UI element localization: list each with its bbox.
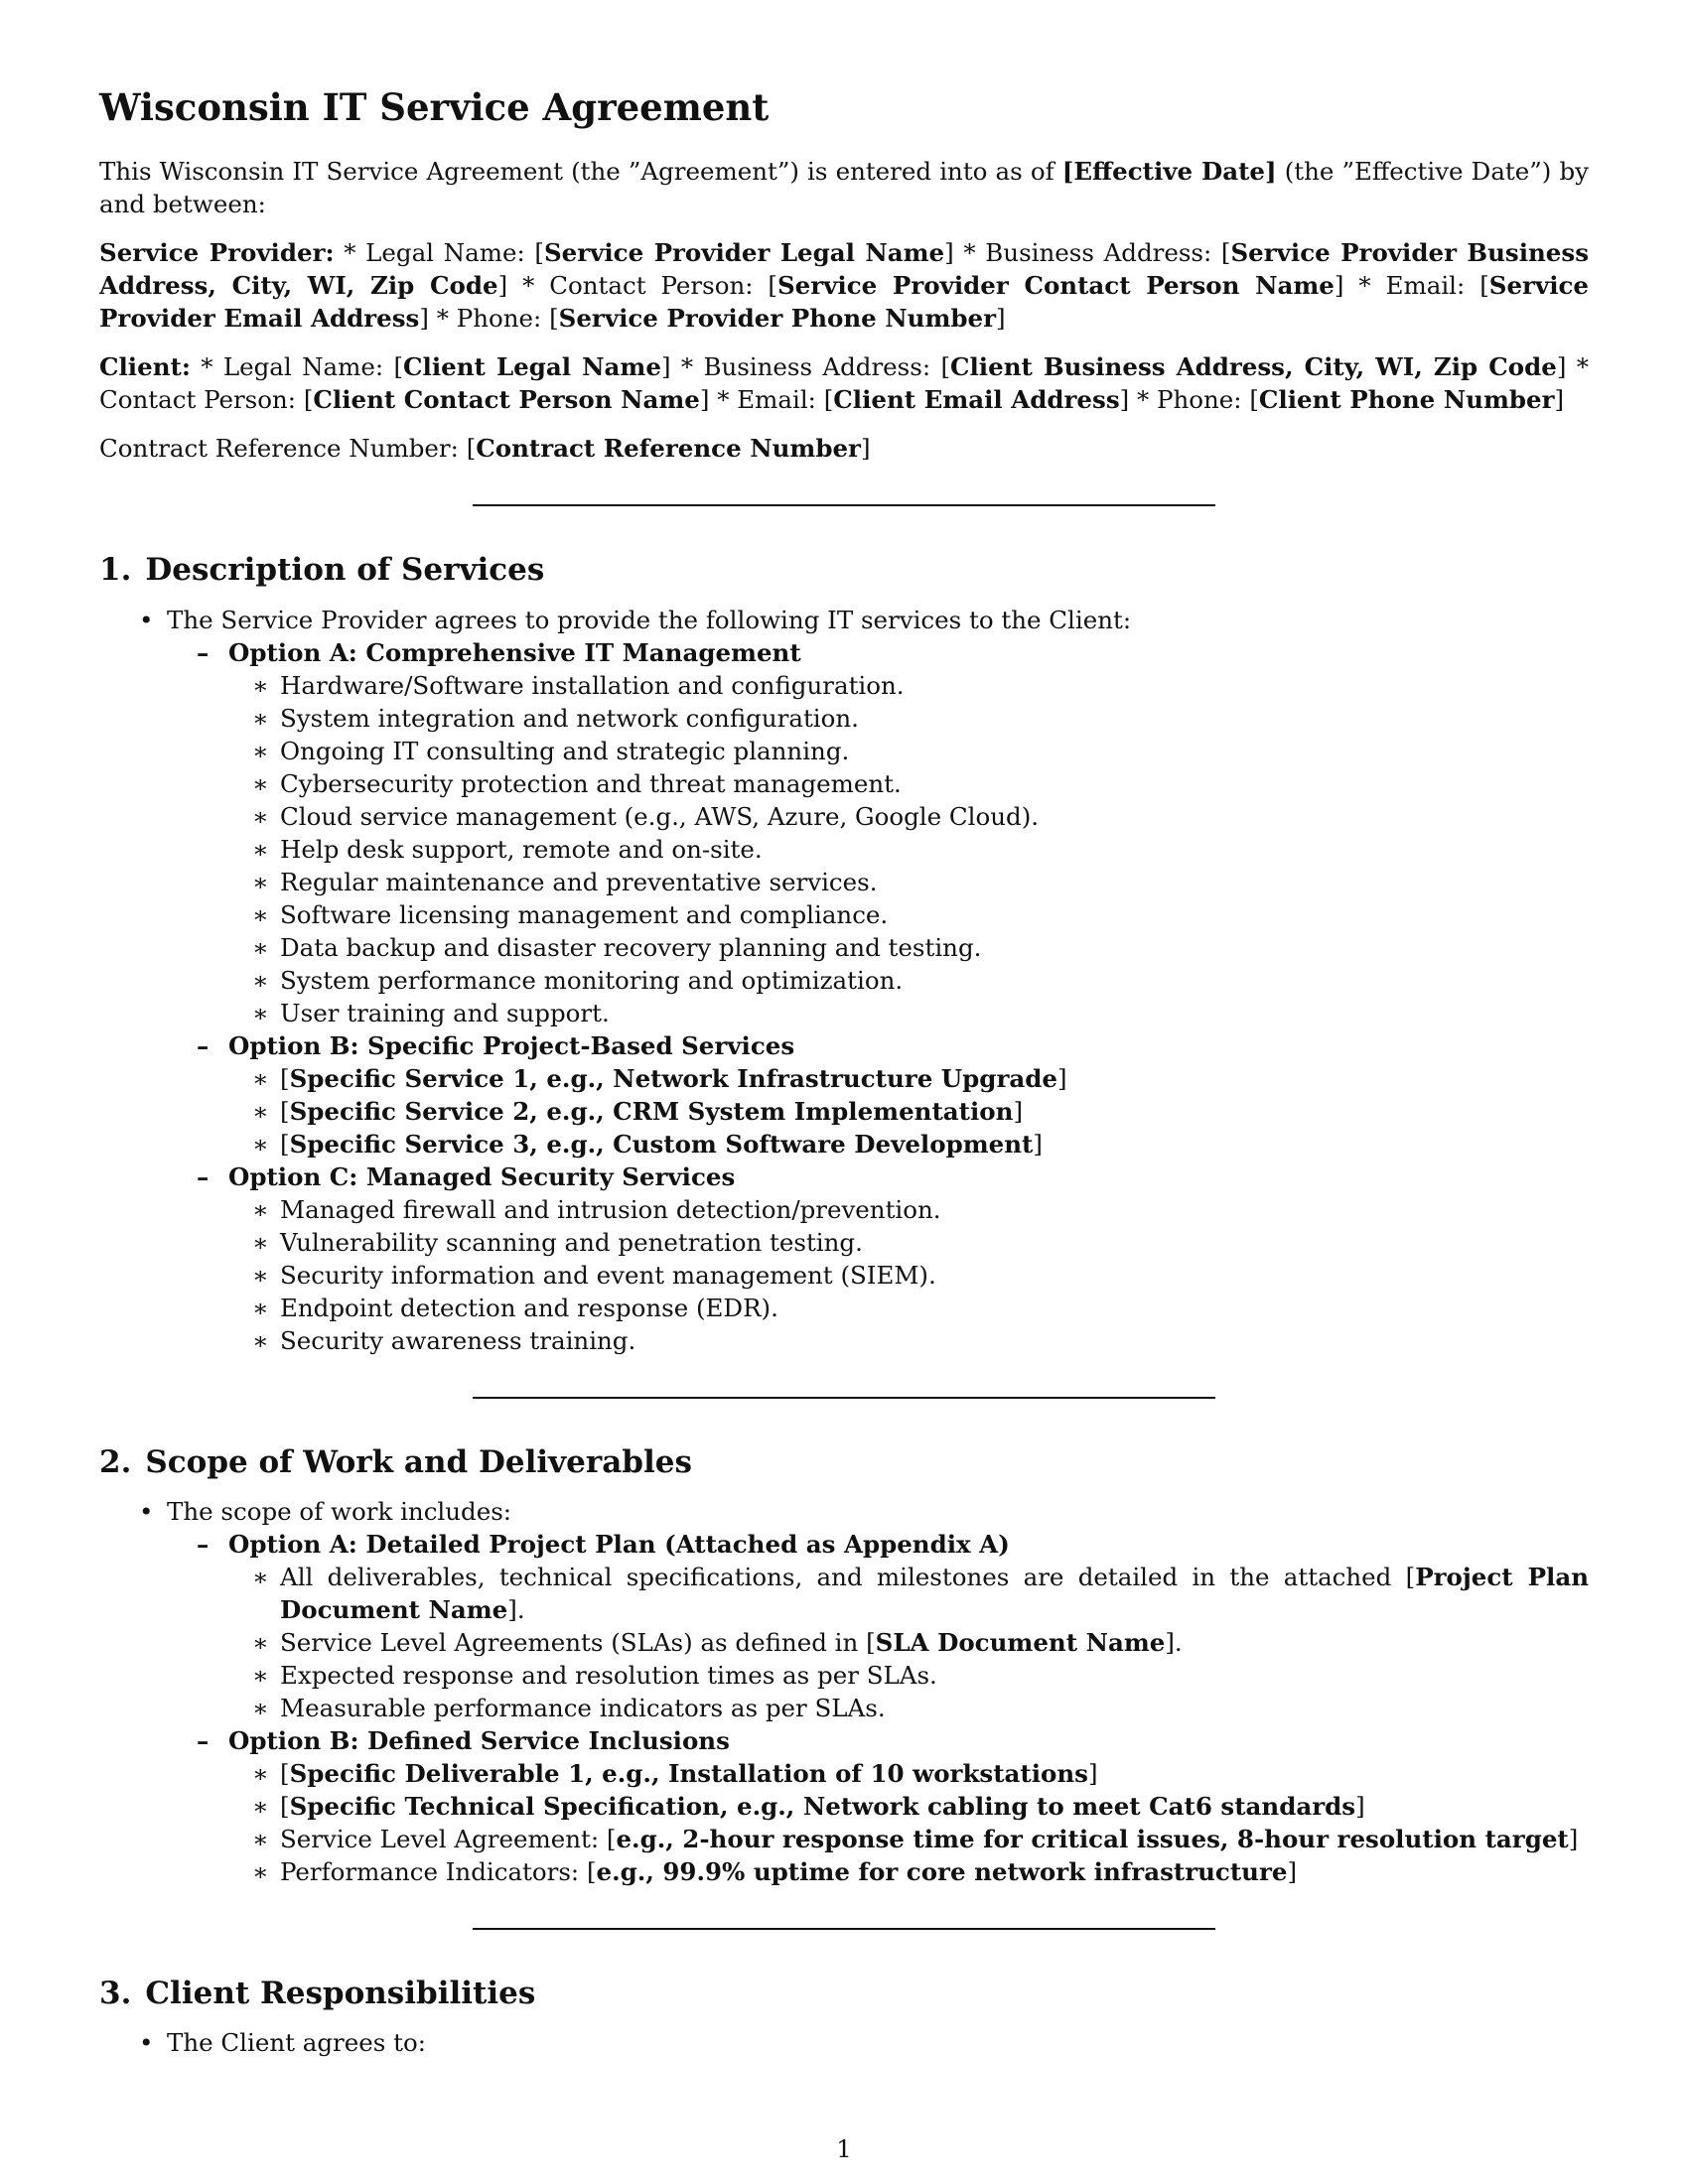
divider bbox=[473, 1928, 1215, 1930]
provider-phone-label: * Phone: bbox=[428, 304, 550, 334]
intro-text-end: (the ”Effective Date”) by and between: bbox=[99, 157, 1589, 219]
option-b-label: Option B: Specific Project-Based Services bbox=[228, 1030, 795, 1060]
option-a-label: Option A: Comprehensive IT Management bbox=[228, 637, 801, 667]
list-item: ∗ System integration and network configuration. bbox=[280, 702, 1589, 735]
option-b bbox=[228, 1029, 1589, 1160]
client-phone-label: * Phone: bbox=[1129, 385, 1250, 415]
specific-service-1: Specific Service 1, e.g., Network Infrastructure Upgrade bbox=[289, 1063, 1057, 1093]
list-item: ∗ Managed firewall and intrusion detection/prevention. bbox=[280, 1193, 1589, 1226]
intro-paragraph bbox=[99, 155, 1589, 220]
section-1-title: Description of Services bbox=[145, 552, 545, 589]
list-item: ∗ Security awareness training. bbox=[280, 1324, 1589, 1357]
specific-service-2: Specific Service 2, e.g., CRM System Implementation bbox=[289, 1096, 1014, 1126]
option-b-items bbox=[228, 1062, 1589, 1160]
punct: ]. bbox=[507, 1594, 525, 1624]
client-contact-label: * Contact Person: bbox=[99, 352, 1589, 415]
section-3-heading bbox=[99, 1976, 1589, 2012]
list-item: ∗ Help desk support, remote and on-site. bbox=[280, 833, 1589, 866]
specific-deliverable-1: Specific Deliverable 1, e.g., Installation of 10 workstations bbox=[289, 1758, 1088, 1788]
list-item: ∗ Ongoing IT consulting and strategic planning. bbox=[280, 735, 1589, 767]
option-b-items bbox=[228, 1757, 1589, 1888]
service-provider-block: Service Provider: * Legal Name: [Service Provider Legal Name] * Business Address: [Service Provider Business Address, City, WI, Zip Code] * Contact Person: [Service Provider Contact Person Name] * Email: [Service Provider Email Address] * Phone: [Service Provider Phone Number] bbox=[99, 238, 1590, 334]
provider-address: Service Provider Business Address, City, WI, Zip Code bbox=[99, 238, 1589, 301]
list-item: ∗ User training and support. bbox=[280, 997, 1589, 1029]
client-legal-label: * Legal Name: bbox=[190, 352, 394, 382]
list-item: ∗ System performance monitoring and optimization. bbox=[280, 964, 1589, 997]
document-title: Wisconsin IT Service Agreement bbox=[99, 85, 770, 129]
list-item: ∗ [Specific Service 3, e.g., Custom Software Development] bbox=[280, 1128, 1589, 1160]
provider-phone: Service Provider Phone Number bbox=[558, 304, 997, 334]
specific-service-3: Specific Service 3, e.g., Custom Software Development bbox=[289, 1129, 1034, 1159]
option-a bbox=[228, 636, 1589, 1029]
section-1-lead: The Service Provider agrees to provide the following IT services to the Client: bbox=[167, 605, 1132, 634]
option-a-label: Option A: Detailed Project Plan (Attached as Appendix A) bbox=[228, 1529, 1010, 1559]
option-a-items bbox=[228, 1561, 1589, 1724]
divider bbox=[473, 1397, 1215, 1399]
section-2-lead: The scope of work includes: bbox=[167, 1496, 512, 1526]
client-phone: Client Phone Number bbox=[1258, 385, 1555, 415]
sla-example: e.g., 2-hour response time for critical issues, 8-hour resolution target bbox=[616, 1824, 1569, 1853]
section-3-title: Client Responsibilities bbox=[145, 1975, 536, 2011]
list-item: ∗ [Specific Service 2, e.g., CRM System Implementation] bbox=[280, 1095, 1589, 1128]
client-email: Client Email Address bbox=[833, 385, 1120, 415]
list-item: ∗ Security information and event management (SIEM). bbox=[280, 1259, 1589, 1292]
section-1-list bbox=[99, 604, 1589, 1357]
provider-legal-label: * Legal Name: bbox=[334, 238, 535, 268]
intro-text: This Wisconsin IT Service Agreement (the ”Agreement”) is entered into as of bbox=[99, 157, 1062, 187]
section-3-number: 3. bbox=[99, 1975, 132, 2011]
divider bbox=[473, 504, 1215, 506]
client-email-label: * Email: bbox=[709, 385, 824, 415]
provider-email: Service Provider Email Address bbox=[99, 271, 1590, 334]
page-number: 1 bbox=[836, 2134, 852, 2163]
sla-text: Service Level Agreements (SLAs) as defined in [ bbox=[280, 1627, 876, 1657]
option-c-label: Option C: Managed Security Services bbox=[228, 1161, 736, 1191]
list-item: ∗ Regular maintenance and preventative services. bbox=[280, 866, 1589, 898]
client-address: Client Business Address, City, WI, Zip Code bbox=[950, 352, 1557, 382]
list-item: ∗ Service Level Agreement: [e.g., 2-hour response time for critical issues, 8-hour resolution target] bbox=[280, 1823, 1589, 1855]
list-item: ∗ Data backup and disaster recovery planning and testing. bbox=[280, 931, 1589, 964]
list-item: ∗ [Specific Technical Specification, e.g., Network cabling to meet Cat6 standards] bbox=[280, 1790, 1589, 1823]
option-b bbox=[228, 1724, 1589, 1888]
performance-example: e.g., 99.9% uptime for core network infrastructure bbox=[596, 1856, 1288, 1886]
list-item: ∗ Hardware/Software installation and configuration. bbox=[280, 669, 1589, 702]
list-item: ∗ Cybersecurity protection and threat management. bbox=[280, 767, 1589, 800]
effective-date-placeholder: [Effective Date] bbox=[1061, 157, 1277, 187]
list-item bbox=[280, 1561, 1589, 1626]
section-1-heading bbox=[99, 552, 1589, 589]
list-item: • The Client agrees to: bbox=[167, 2026, 1589, 2059]
punct: ]. bbox=[1165, 1627, 1183, 1657]
list-item: ∗ Expected response and resolution times as per SLAs. bbox=[280, 1659, 1589, 1692]
section-3-list bbox=[99, 2026, 1589, 2059]
contract-ref-value: Contract Reference Number bbox=[476, 434, 861, 464]
provider-label: Service Provider: bbox=[99, 238, 335, 268]
list-item: ∗ [Specific Deliverable 1, e.g., Installation of 10 workstations] bbox=[280, 1757, 1589, 1790]
provider-address-label: * Business Address: bbox=[953, 238, 1221, 268]
project-plan-document-name: Project Plan Document Name bbox=[280, 1562, 1590, 1624]
contract-ref-label: Contract Reference Number: bbox=[99, 434, 467, 464]
list-item bbox=[167, 1495, 1589, 1888]
section-2-heading bbox=[99, 1444, 1589, 1481]
list-item: ∗ Software licensing management and compliance. bbox=[280, 898, 1589, 931]
sla-label: Service Level Agreement: [ bbox=[280, 1824, 617, 1853]
contract-reference: Contract Reference Number: [Contract Reference Number] bbox=[99, 434, 871, 464]
option-a bbox=[228, 1528, 1589, 1724]
list-item: ∗ Measurable performance indicators as per SLAs. bbox=[280, 1692, 1589, 1724]
performance-label: Performance Indicators: [ bbox=[280, 1856, 597, 1886]
list-item: ∗ Vulnerability scanning and penetration testing. bbox=[280, 1226, 1589, 1259]
client-legal-name: Client Legal Name bbox=[403, 352, 661, 382]
list-item bbox=[167, 604, 1589, 1357]
option-c bbox=[228, 1160, 1589, 1357]
section-1-options bbox=[167, 636, 1589, 1357]
section-2-number: 2. bbox=[99, 1443, 132, 1480]
option-b-label: Option B: Defined Service Inclusions bbox=[228, 1725, 730, 1755]
section-1-number: 1. bbox=[99, 552, 132, 589]
section-2-title: Scope of Work and Deliverables bbox=[145, 1443, 692, 1480]
list-item: ∗ [Specific Service 1, e.g., Network Infrastructure Upgrade] bbox=[280, 1062, 1589, 1095]
client-contact: Client Contact Person Name bbox=[313, 385, 700, 415]
section-2-options bbox=[167, 1528, 1589, 1888]
list-item: ∗ Performance Indicators: [e.g., 99.9% uptime for core network infrastructure] bbox=[280, 1855, 1589, 1888]
list-item bbox=[280, 1626, 1589, 1659]
provider-contact-label: * Contact Person: bbox=[507, 271, 769, 301]
provider-contact: Service Provider Contact Person Name bbox=[776, 271, 1335, 301]
specific-technical-spec: Specific Technical Specification, e.g., Network cabling to meet Cat6 standards bbox=[289, 1791, 1356, 1821]
client-address-label: * Business Address: bbox=[670, 352, 941, 382]
option-c-items bbox=[228, 1193, 1589, 1357]
client-label: Client: bbox=[99, 352, 191, 382]
client-block: Client: * Legal Name: [Client Legal Name] * Business Address: [Client Business Address, City, WI, Zip Code] * Contact Person: [Client Contact Person Name] * Email: [Client Email Address] * Phone: [Client Phone Number] bbox=[99, 352, 1589, 415]
option-a-items bbox=[228, 669, 1589, 1029]
section-2-list bbox=[99, 1495, 1589, 1888]
deliverables-text: All deliverables, technical specifications, and milestones are detailed in the attached [ bbox=[280, 1562, 1416, 1591]
document-page bbox=[99, 85, 1589, 2059]
list-item: ∗ Cloud service management (e.g., AWS, Azure, Google Cloud). bbox=[280, 800, 1589, 833]
sla-document-name: SLA Document Name bbox=[875, 1627, 1166, 1657]
provider-email-label: * Email: bbox=[1343, 271, 1480, 301]
list-item: ∗ Endpoint detection and response (EDR). bbox=[280, 1292, 1589, 1324]
provider-legal-name: Service Provider Legal Name bbox=[543, 238, 945, 268]
